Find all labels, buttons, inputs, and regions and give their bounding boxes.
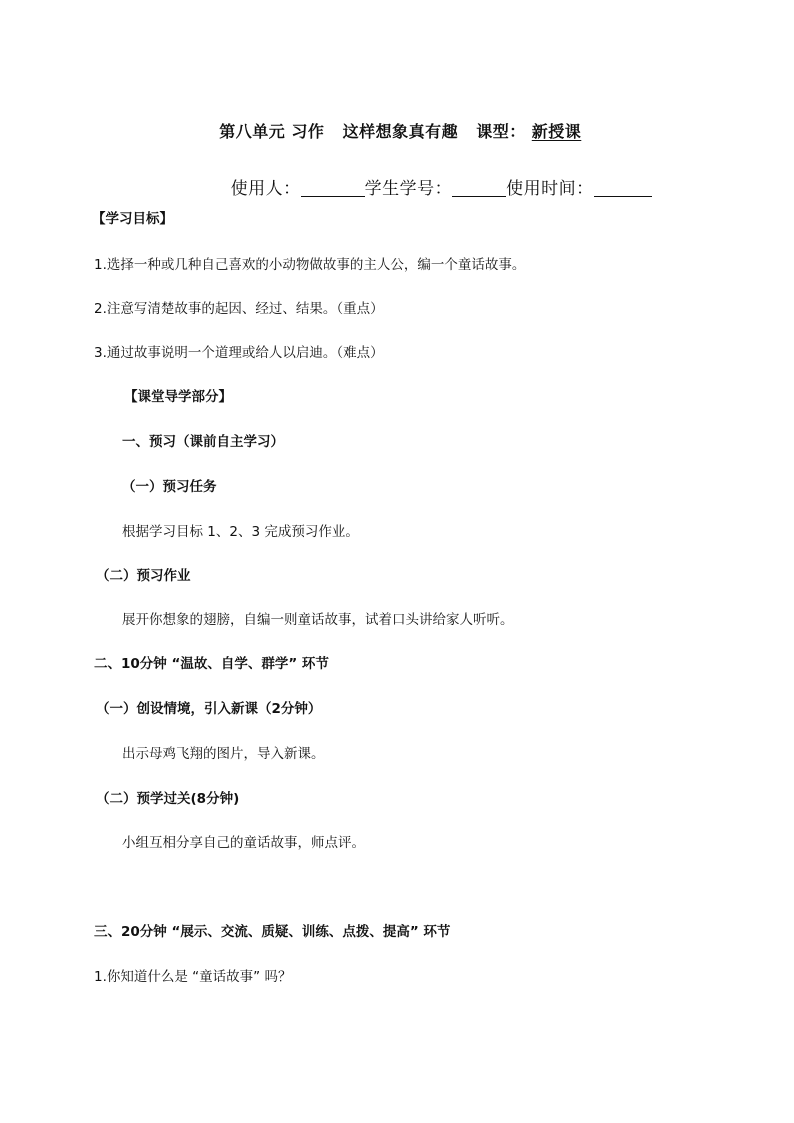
objective-item-1: 1.选择一种或几种自己喜欢的小动物做故事的主人公，编一个童话故事。 — [94, 257, 526, 273]
lesson-type: 新授课 — [531, 122, 582, 141]
user-label: 使用人： — [230, 179, 301, 199]
section3-title: 三、20分钟 “展示、交流、质疑、训练、点拨、提高” 环节 — [94, 924, 451, 940]
page-title — [195, 108, 587, 156]
user-blank — [301, 180, 365, 197]
section2-title: 二、10分钟 “温故、自学、群学” 环节 — [94, 656, 329, 672]
time-label: 使用时间： — [506, 179, 594, 199]
section2-part1-title: （一）创设情境，引入新课（2分钟） — [96, 701, 322, 717]
usage-info-line — [207, 163, 652, 215]
section2-part2-text: 小组互相分享自己的童话故事，师点评。 — [122, 835, 365, 851]
section3-question-1: 1.你知道什么是 “童话故事” 吗？ — [94, 969, 292, 985]
student-id-blank — [452, 180, 506, 197]
objective-item-3: 3.通过故事说明一个道理或给人以启迪。（难点） — [94, 345, 384, 361]
guide-heading: 【课堂导学部分】 — [124, 389, 232, 405]
preview-homework-text: 展开你想象的翅膀，自编一则童话故事，试着口头讲给家人听听。 — [122, 612, 514, 628]
title-main: 第八单元 习作 这样想象真有趣 课型： — [219, 122, 526, 141]
preview-title: 一、预习（课前自主学习） — [122, 434, 284, 450]
preview-task-text: 根据学习目标 1、2、3 完成预习作业。 — [122, 524, 359, 540]
preview-task-title: （一）预习任务 — [122, 479, 217, 495]
objectives-heading: 【学习目标】 — [92, 211, 173, 227]
student-id-label: 学生学号： — [364, 179, 453, 199]
section2-part1-text: 出示母鸡飞翔的图片，导入新课。 — [122, 746, 325, 762]
section2-part2-title: （二）预学过关(8分钟) — [96, 791, 240, 807]
time-blank — [594, 180, 652, 197]
preview-homework-title: （二）预习作业 — [96, 568, 191, 584]
objective-item-2: 2.注意写清楚故事的起因、经过、结果。（重点） — [94, 301, 384, 317]
